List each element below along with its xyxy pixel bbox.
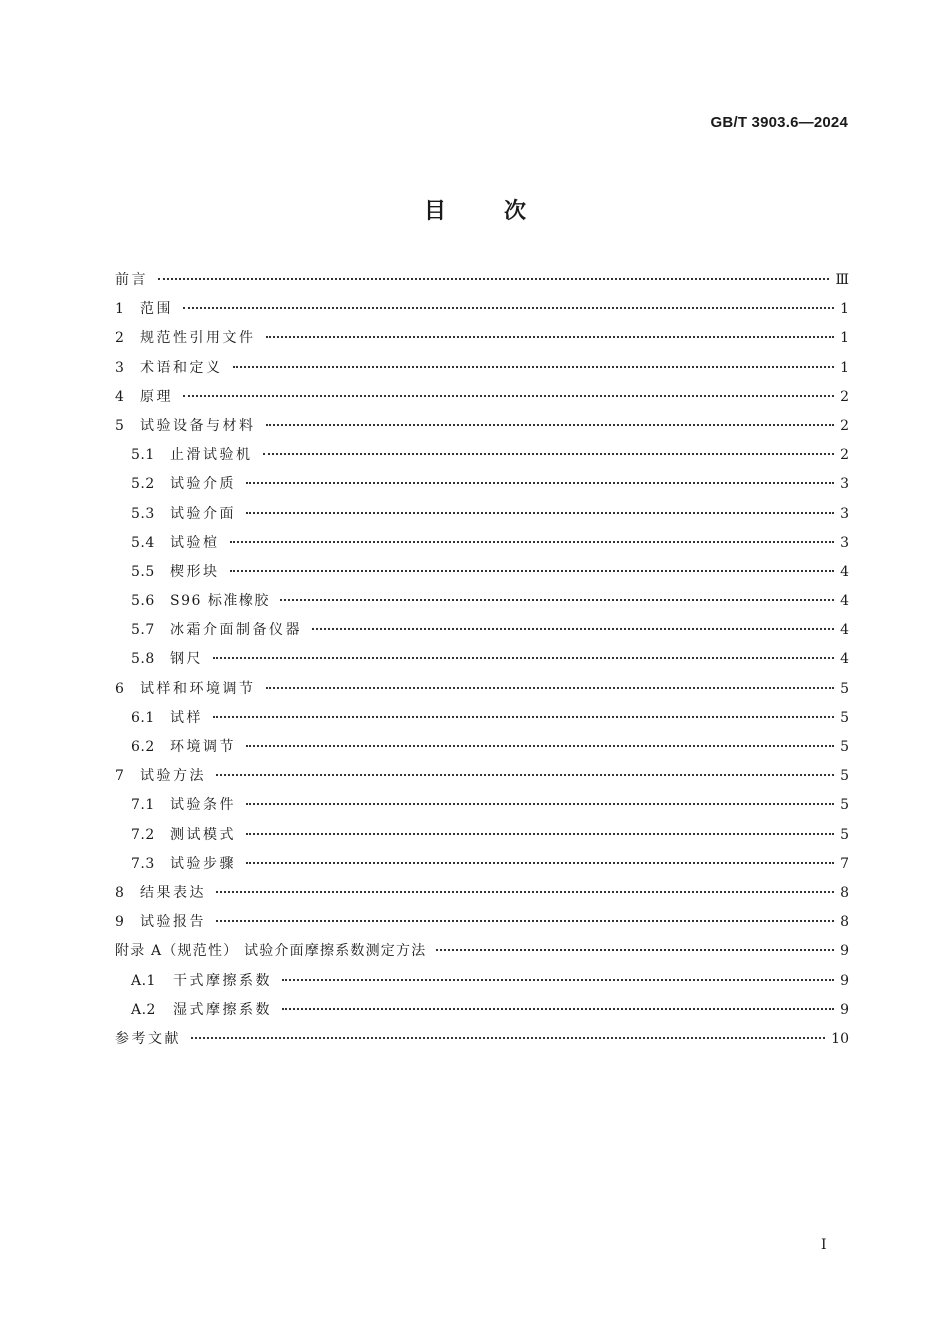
dot-leader — [216, 920, 834, 922]
toc-entry-page: 4 — [840, 622, 849, 639]
toc-entry-page: 5 — [840, 797, 849, 814]
toc-entry-number: 5 — [115, 417, 125, 434]
dot-leader — [266, 687, 835, 689]
toc-entry-page: 1 — [840, 359, 849, 376]
dot-leader — [158, 278, 829, 280]
toc-entry-bibliography[interactable] — [115, 1028, 849, 1057]
toc-subentry[interactable] — [115, 444, 849, 473]
toc-entry-number: 7.1 — [131, 797, 155, 814]
toc-entry-number: 6.1 — [131, 709, 155, 726]
toc-entry-number: 5.1 — [131, 447, 155, 464]
toc-entry-number: 7.3 — [131, 855, 155, 872]
dot-leader — [246, 833, 834, 835]
title-char-2: 次 — [504, 199, 527, 224]
toc-entry-label: 试验介面 — [170, 505, 236, 522]
toc-entry-label: 测试模式 — [170, 826, 236, 843]
toc-entry[interactable] — [115, 386, 849, 415]
toc-entry-number: 5.7 — [131, 622, 155, 639]
toc-entry-label: 试验方法 — [140, 768, 206, 785]
toc-entry-page: 5 — [840, 739, 849, 755]
toc-entry-number: 8 — [115, 884, 125, 901]
toc-entry-page: 4 — [840, 651, 849, 668]
dot-leader — [436, 949, 834, 951]
toc-entry-number: 5.6 — [131, 593, 155, 610]
dot-leader — [216, 891, 834, 893]
toc-entry-number: 7.2 — [131, 826, 155, 843]
toc-entry-label: 术语和定义 — [140, 359, 223, 376]
dot-leader — [216, 774, 834, 776]
toc-entry-number: 3 — [115, 359, 125, 376]
toc-entry-label: 规范性引用文件 — [140, 330, 256, 347]
dot-leader — [213, 657, 834, 659]
toc-entry-page: 9 — [840, 972, 849, 989]
dot-leader — [233, 366, 835, 368]
toc-entry-label: 试验报告 — [140, 914, 206, 931]
toc-entry-label: 钢尺 — [170, 651, 203, 668]
toc-entry-number: 5.2 — [131, 476, 155, 493]
toc-entry-annex-a[interactable] — [115, 940, 849, 969]
toc-entry-page: 4 — [840, 563, 849, 580]
toc-entry-number: 4 — [115, 388, 125, 405]
toc-entry-page: 4 — [840, 593, 849, 610]
toc-subentry[interactable] — [115, 794, 849, 823]
dot-leader — [266, 424, 835, 426]
dot-leader — [246, 512, 834, 514]
toc-entry-number: 6.2 — [131, 739, 155, 755]
dot-leader — [191, 1037, 825, 1039]
toc-entry-page: 3 — [840, 505, 849, 522]
toc-entry-label: 结果表达 — [140, 884, 206, 901]
toc-entry-label: 试验条件 — [170, 797, 236, 814]
standard-code: GB/T 3903.6—2024 — [710, 114, 848, 131]
toc-subentry[interactable] — [115, 590, 849, 619]
toc-entry-number: A.2 — [131, 1001, 156, 1018]
toc-entry-label: 试样和环境调节 — [140, 680, 256, 697]
dot-leader — [280, 599, 834, 601]
toc-entry-number: 5.5 — [131, 563, 155, 580]
toc-subentry[interactable] — [115, 532, 849, 561]
dot-leader — [246, 803, 834, 805]
toc-entry-label: 试验步骤 — [170, 855, 236, 872]
toc-entry-label: 楔形块 — [170, 563, 220, 580]
page-number: I — [821, 1237, 827, 1253]
toc-subentry[interactable] — [115, 648, 849, 677]
toc-entry-label: 范围 — [140, 301, 173, 318]
toc-subentry[interactable] — [115, 503, 849, 532]
toc-subentry[interactable] — [115, 970, 849, 999]
toc-entry[interactable] — [115, 298, 849, 327]
toc-entry-number: 7 — [115, 768, 125, 785]
toc-entry-page: 1 — [840, 301, 849, 318]
dot-leader — [183, 395, 834, 397]
toc-subentry[interactable] — [115, 473, 849, 502]
toc-entry-label: 试样 — [170, 709, 203, 726]
dot-leader — [246, 745, 834, 747]
toc-entry-label: 试验楦 — [170, 534, 220, 551]
toc-entry-page: 7 — [840, 855, 849, 872]
toc-entry[interactable] — [115, 357, 849, 386]
toc-entry[interactable] — [115, 327, 849, 356]
toc-entry[interactable] — [115, 911, 849, 940]
toc-entry-label: S96 标准橡胶 — [170, 593, 270, 610]
toc-entry-page: 2 — [840, 417, 849, 434]
dot-leader — [230, 541, 835, 543]
toc-entry-number: 2 — [115, 330, 125, 347]
toc-entry[interactable] — [115, 765, 849, 794]
dot-leader — [312, 628, 834, 630]
toc-entry-page: 5 — [840, 709, 849, 726]
toc-entry-page: 9 — [840, 1001, 849, 1018]
toc-entry-label: 冰霜介面制备仪器 — [170, 622, 302, 639]
dot-leader — [230, 570, 835, 572]
toc-subentry[interactable] — [115, 853, 849, 882]
toc-entry-label: 前言 — [115, 272, 148, 288]
dot-leader — [282, 1008, 834, 1010]
toc-subentry[interactable] — [115, 619, 849, 648]
toc-entry-number: 1 — [115, 301, 125, 318]
toc-entry-page: 3 — [840, 476, 849, 493]
toc-subentry[interactable] — [115, 707, 849, 736]
dot-leader — [213, 716, 834, 718]
toc-entry-number: 5.3 — [131, 505, 155, 522]
toc-entry-label: 止滑试验机 — [170, 447, 253, 464]
toc-subentry[interactable] — [115, 824, 849, 853]
dot-leader — [183, 307, 834, 309]
toc-entry-number: 6 — [115, 680, 125, 697]
toc-entry[interactable] — [115, 415, 849, 444]
toc-entry-page: 8 — [840, 914, 849, 931]
toc-entry[interactable] — [115, 882, 849, 911]
toc-entry-page: 5 — [840, 826, 849, 843]
toc-entry-page: 3 — [840, 534, 849, 551]
toc-entry-page: 9 — [840, 943, 849, 960]
toc-entry-label: 附录 A（规范性） 试验介面摩擦系数测定方法 — [115, 943, 427, 960]
toc-entry-page: 2 — [840, 388, 849, 405]
toc-entry-page: Ⅲ — [835, 272, 849, 288]
toc-entry-label: 环境调节 — [170, 739, 236, 755]
toc-entry-page: 2 — [840, 447, 849, 464]
dot-leader — [282, 979, 834, 981]
toc-entry-number: A.1 — [131, 972, 156, 989]
dot-leader — [266, 336, 835, 338]
toc-entry-number: 9 — [115, 914, 125, 931]
table-of-contents — [115, 269, 849, 1057]
toc-entry-page: 10 — [831, 1030, 849, 1047]
toc-entry-label: 试验设备与材料 — [140, 417, 256, 434]
toc-subentry[interactable] — [115, 561, 849, 590]
page-title — [0, 194, 950, 225]
toc-entry-label: 原理 — [140, 388, 173, 405]
toc-entry-page: 5 — [840, 768, 849, 785]
toc-entry-foreword[interactable] — [115, 269, 849, 298]
toc-entry-label: 试验介质 — [170, 476, 236, 493]
toc-subentry[interactable] — [115, 999, 849, 1028]
toc-entry-label: 干式摩擦系数 — [173, 972, 272, 989]
toc-entry-page: 5 — [840, 680, 849, 697]
toc-entry-label: 湿式摩擦系数 — [173, 1001, 272, 1018]
toc-subentry[interactable] — [115, 736, 849, 765]
dot-leader — [246, 482, 834, 484]
toc-entry-label: 参考文献 — [115, 1030, 181, 1047]
toc-entry-number: 5.8 — [131, 651, 155, 668]
dot-leader — [246, 862, 834, 864]
toc-entry-number: 5.4 — [131, 534, 155, 551]
toc-entry[interactable] — [115, 678, 849, 707]
toc-entry-page: 8 — [840, 884, 849, 901]
dot-leader — [263, 453, 835, 455]
toc-entry-page: 1 — [840, 330, 849, 347]
title-char-1: 目 — [423, 199, 446, 224]
